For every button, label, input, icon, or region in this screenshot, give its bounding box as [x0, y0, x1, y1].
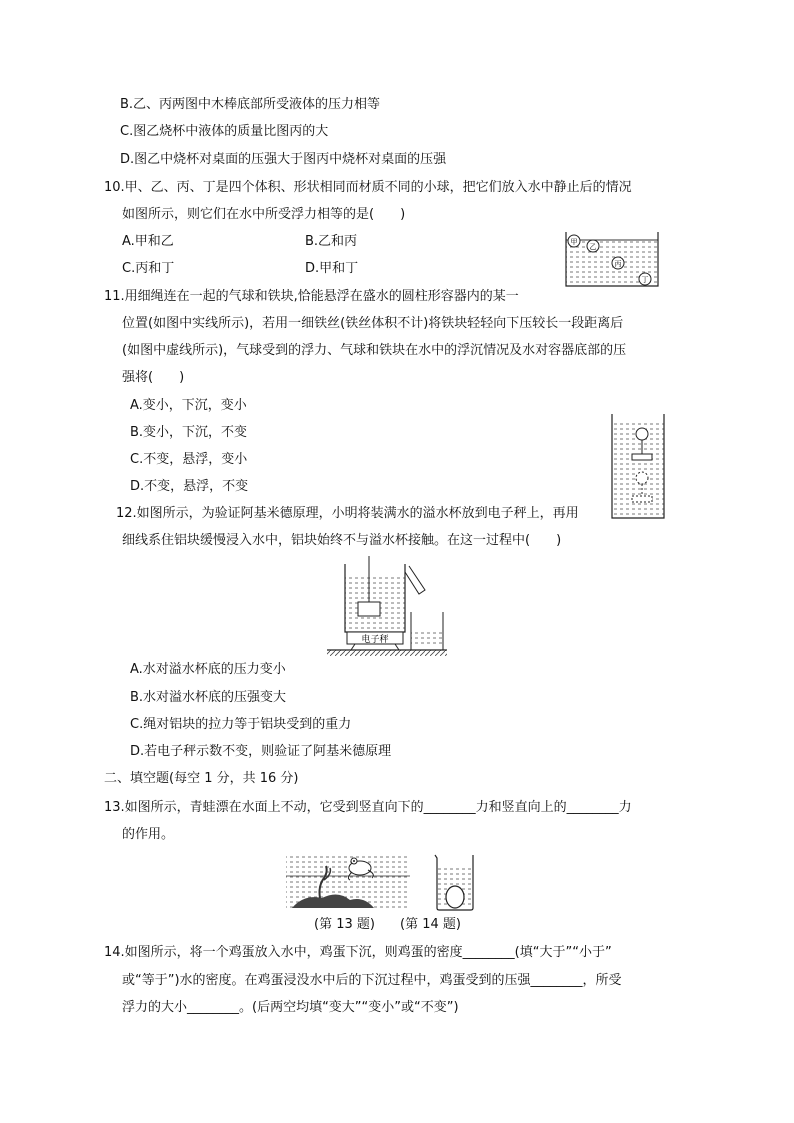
q14-stem-line2: 或“等于”)水的密度。在鸡蛋浸没水中后的下沉过程中，鸡蛋受到的压强________，所受: [122, 973, 622, 988]
scale-leg-left: [351, 644, 355, 650]
q12-overflow-cup-figure: [325, 556, 450, 658]
q14-egg-figure: [432, 852, 478, 912]
q11-stem-line1: 11.用细绳连在一起的气球和铁块,恰能悬浮在盛水的圆柱形容器内的某一: [104, 289, 519, 304]
q13-stem-line1: 13.如图所示，青蛙漂在水面上不动，它受到竖直向下的________力和竖直向上的________力: [104, 800, 632, 815]
q14-figure-caption: (第 14 题): [400, 917, 461, 932]
q12-option-c: C.绳对铝块的拉力等于铝块受到的重力: [130, 717, 352, 732]
q12-option-b: B.水对溢水杯底的压强变大: [130, 690, 287, 705]
ball-jia-label: 甲: [570, 238, 578, 246]
q9-option-b: B.乙、丙两图中木棒底部所受液体的压力相等: [120, 97, 381, 112]
q12-stem-line2: 细线系住铝块缓慢浸入水中，铝块始终不与溢水杯接触。在这一过程中( ): [122, 533, 562, 548]
beaker-water: [411, 632, 443, 644]
q12-option-a: A.水对溢水杯底的压力变小: [130, 662, 286, 677]
small-beaker: [411, 612, 443, 650]
q12-stem-line1: 12.如图所示，为验证阿基米德原理，小明将装满水的溢水杯放到电子秤上，再用: [116, 506, 579, 521]
q11-option-c: C.不变，悬浮，变小: [130, 452, 248, 467]
q11-stem-line4: 强将( ): [122, 370, 185, 385]
q11-option-b: B.变小，下沉，不变: [130, 425, 248, 440]
q10-stem-line1: 10.甲、乙、丙、丁是四个体积、形状相同而材质不同的小球，把它们放入水中静止后的情况: [104, 180, 632, 195]
q9-option-c: C.图乙烧杯中液体的质量比图丙的大: [120, 124, 329, 139]
q10-stem-line2: 如图所示，则它们在水中所受浮力相等的是( ): [122, 207, 406, 222]
q14-stem-line3: 浮力的大小________。(后两空均填“变大”“变小”或“不变”): [122, 1000, 459, 1015]
ball-yi-label: 乙: [589, 243, 597, 251]
q14-stem-line1: 14.如图所示，将一个鸡蛋放入水中，鸡蛋下沉，则鸡蛋的密度________(填“大于”“小于”: [104, 945, 612, 960]
aluminum-block: [358, 602, 380, 616]
spout: [405, 566, 425, 594]
balloon-solid: [636, 428, 648, 440]
q10-balls-figure: [558, 230, 664, 292]
q10-option-a: A.甲和乙: [122, 234, 174, 249]
scale-label: 电子秤: [361, 635, 389, 645]
q10-option-b: B.乙和丙: [305, 234, 358, 249]
q10-option-c: C.丙和丁: [122, 261, 175, 276]
q9-option-d: D.图乙中烧杯对桌面的压强大于图丙中烧杯对桌面的压强: [120, 152, 447, 167]
section-two-title: 二、填空题(每空 1 分，共 16 分): [104, 771, 299, 786]
iron-block-solid: [632, 454, 652, 460]
q12-option-d: D.若电子秤示数不变，则验证了阿基米德原理: [130, 744, 392, 759]
iron-block-dashed: [632, 496, 652, 502]
balloon-dashed: [636, 472, 648, 484]
q11-option-d: D.不变，悬浮，不变: [130, 479, 249, 494]
egg-icon: [446, 886, 464, 908]
q10-option-d: D.甲和丁: [305, 261, 359, 276]
q13-figure-caption: (第 13 题): [314, 917, 375, 932]
q11-stem-line3: (如图中虚线所示)，气球受到的浮力、气球和铁块在水中的浮沉情况及水对容器底部的压: [122, 343, 627, 358]
ball-ding-label: 丁: [641, 276, 649, 284]
q13-stem-line2: 的作用。: [122, 827, 175, 842]
q11-balloon-figure: [608, 412, 670, 522]
q13-frog-figure: [284, 850, 414, 912]
q11-option-a: A.变小，下沉，变小: [130, 398, 247, 413]
q11-stem-line2: 位置(如图中实线所示)，若用一细铁丝(铁丝体积不计)将铁块轻轻向下压较长一段距离后: [122, 316, 624, 331]
table-hatch: [327, 650, 447, 656]
ball-bing-label: 丙: [614, 260, 622, 268]
scale-leg-right: [395, 644, 399, 650]
